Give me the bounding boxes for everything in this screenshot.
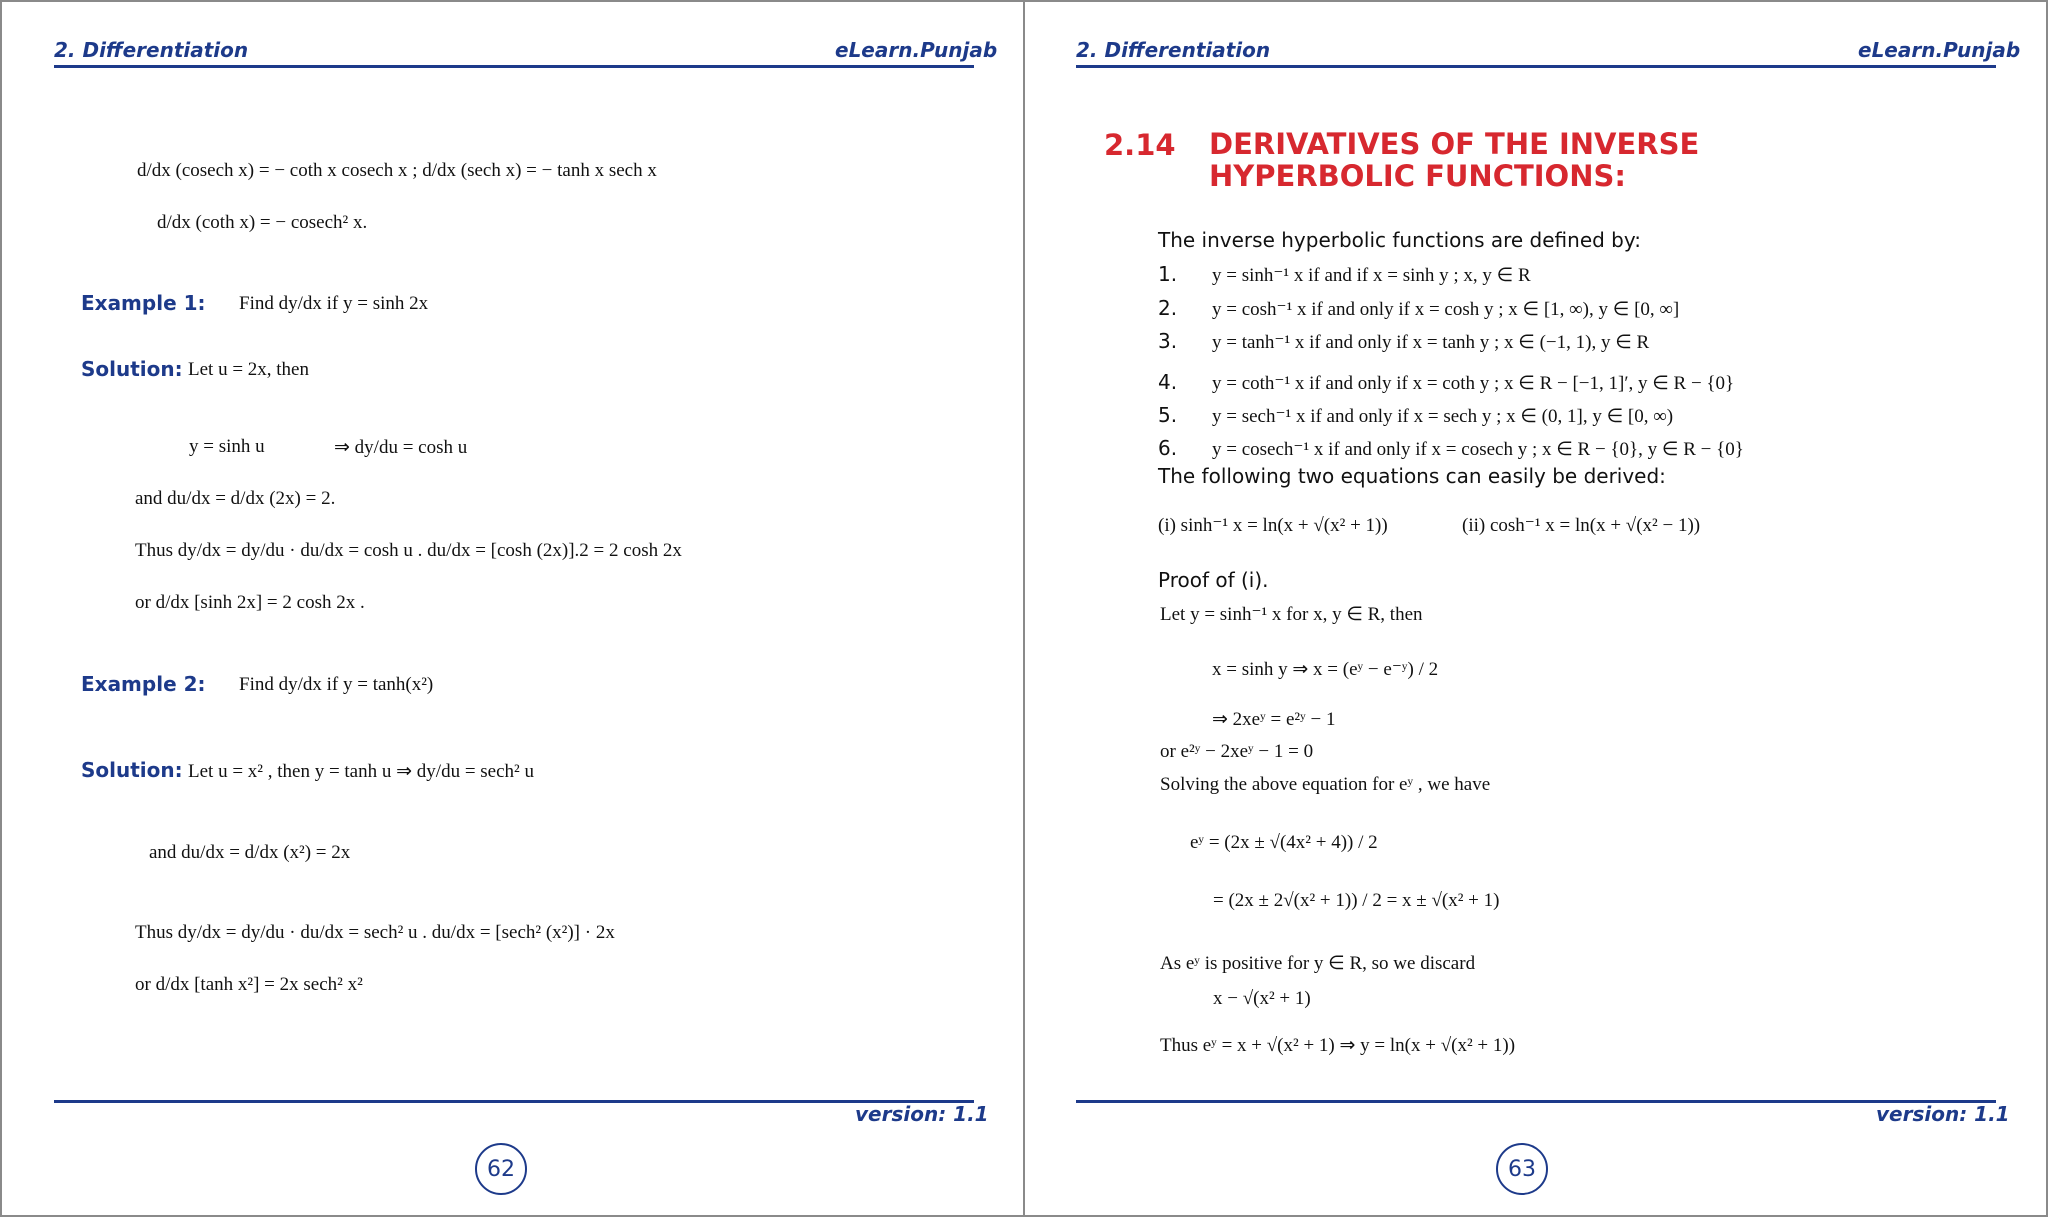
def-text-4: y = coth⁻¹ x if and only if x = coth y ; x ∈ R − [−1, 1]′, y ∈ R − {0} xyxy=(1212,373,1735,394)
running-head: 2. Differentiation xyxy=(1076,38,1271,62)
section-title-line-2: HYPERBOLIC FUNCTIONS: xyxy=(1209,159,1626,193)
equation-i: (i) sinh⁻¹ x = ln(x + √(x² + 1)) xyxy=(1158,515,1388,536)
def-number-1: 1. xyxy=(1158,262,1178,286)
solution-2-step-2: Thus dy/dx = dy/du · du/dx = sech² u . du/dx = [sech² (x²)] · 2x xyxy=(135,922,615,943)
solution-1-step-2: and du/dx = d/dx (2x) = 2. xyxy=(135,488,336,509)
def-text-6: y = cosech⁻¹ x if and only if x = cosech y ; x ∈ R − {0}, y ∈ R − {0} xyxy=(1212,439,1744,460)
page-number: 63 xyxy=(1496,1143,1548,1195)
solution-1-text: Let u = 2x, then xyxy=(188,359,309,380)
footer-rule xyxy=(1076,1100,1996,1103)
header-rule xyxy=(54,65,974,68)
def-text-5: y = sech⁻¹ x if and only if x = sech y ; x ∈ (0, 1], y ∈ [0, ∞) xyxy=(1212,406,1674,427)
example-2-text: Find dy/dx if y = tanh(x²) xyxy=(239,674,434,695)
proof-step-6: = (2x ± 2√(x² + 1)) / 2 = x ± √(x² + 1) xyxy=(1213,890,1500,911)
version-label: version: 1.1 xyxy=(855,1102,989,1126)
formula-cosech-sech: d/dx (cosech x) = − coth x cosech x ; d/dx (sech x) = − tanh x sech x xyxy=(137,160,657,181)
proof-step-9: Thus eʸ = x + √(x² + 1) ⇒ y = ln(x + √(x² + 1)) xyxy=(1160,1035,1516,1056)
header-rule xyxy=(1076,65,1996,68)
solution-2-text: Let u = x² , then y = tanh u ⇒ dy/du = sech² u xyxy=(188,761,534,782)
def-number-4: 4. xyxy=(1158,370,1178,394)
proof-step-3: or e²ʸ − 2xeʸ − 1 = 0 xyxy=(1160,741,1314,762)
example-1-text: Find dy/dx if y = sinh 2x xyxy=(239,293,429,314)
example-1-label: Example 1: xyxy=(81,291,206,315)
proof-step-7: As eʸ is positive for y ∈ R, so we discard xyxy=(1160,953,1476,974)
def-text-2: y = cosh⁻¹ x if and only if x = cosh y ; x ∈ [1, ∞), y ∈ [0, ∞] xyxy=(1212,299,1680,320)
solution-2-step-1: and du/dx = d/dx (x²) = 2x xyxy=(149,842,351,863)
derived-intro: The following two equations can easily be derived: xyxy=(1158,464,1666,488)
solution-2-step-3: or d/dx [tanh x²] = 2x sech² x² xyxy=(135,974,363,995)
proof-let: Let y = sinh⁻¹ x for x, y ∈ R, then xyxy=(1160,604,1423,625)
proof-step-2: ⇒ 2xeʸ = e²ʸ − 1 xyxy=(1212,709,1336,730)
page-number: 62 xyxy=(475,1143,527,1195)
proof-step-8: x − √(x² + 1) xyxy=(1213,988,1311,1009)
proof-title: Proof of (i). xyxy=(1158,568,1269,592)
def-number-6: 6. xyxy=(1158,436,1178,460)
solution-1-step-4: or d/dx [sinh 2x] = 2 cosh 2x . xyxy=(135,592,365,613)
section-number: 2.14 xyxy=(1104,128,1176,162)
equation-ii: (ii) cosh⁻¹ x = ln(x + √(x² − 1)) xyxy=(1462,515,1701,536)
def-text-3: y = tanh⁻¹ x if and only if x = tanh y ; x ∈ (−1, 1), y ∈ R xyxy=(1212,332,1650,353)
formula-coth: d/dx (coth x) = − cosech² x. xyxy=(157,212,368,233)
solution-2-label: Solution: xyxy=(81,758,183,782)
proof-step-5: eʸ = (2x ± √(4x² + 4)) / 2 xyxy=(1190,832,1378,853)
def-text-1: y = sinh⁻¹ x if and if x = sinh y ; x, y ∈ R xyxy=(1212,265,1531,286)
section-title-line-1: DERIVATIVES OF THE INVERSE xyxy=(1209,127,1700,161)
def-number-2: 2. xyxy=(1158,296,1178,320)
solution-1-step-1: y = sinh u xyxy=(189,436,265,457)
solution-1-step-1b: ⇒ dy/du = cosh u xyxy=(334,437,468,458)
solution-1-step-3: Thus dy/dx = dy/du · du/dx = cosh u . du/dx = [cosh (2x)].2 = 2 cosh 2x xyxy=(135,540,682,561)
intro-text: The inverse hyperbolic functions are defined by: xyxy=(1158,228,1641,252)
def-number-3: 3. xyxy=(1158,329,1178,353)
brand-name: eLearn.Punjab xyxy=(1858,38,2021,62)
footer-rule xyxy=(54,1100,974,1103)
def-number-5: 5. xyxy=(1158,403,1178,427)
version-label: version: 1.1 xyxy=(1876,1102,2010,1126)
proof-step-1: x = sinh y ⇒ x = (eʸ − e⁻ʸ) / 2 xyxy=(1212,659,1439,680)
running-head: 2. Differentiation xyxy=(54,38,249,62)
proof-step-4: Solving the above equation for eʸ , we have xyxy=(1160,774,1491,795)
brand-name: eLearn.Punjab xyxy=(835,38,998,62)
example-2-label: Example 2: xyxy=(81,672,206,696)
solution-1-label: Solution: xyxy=(81,357,183,381)
page-63 xyxy=(1025,0,2048,1217)
